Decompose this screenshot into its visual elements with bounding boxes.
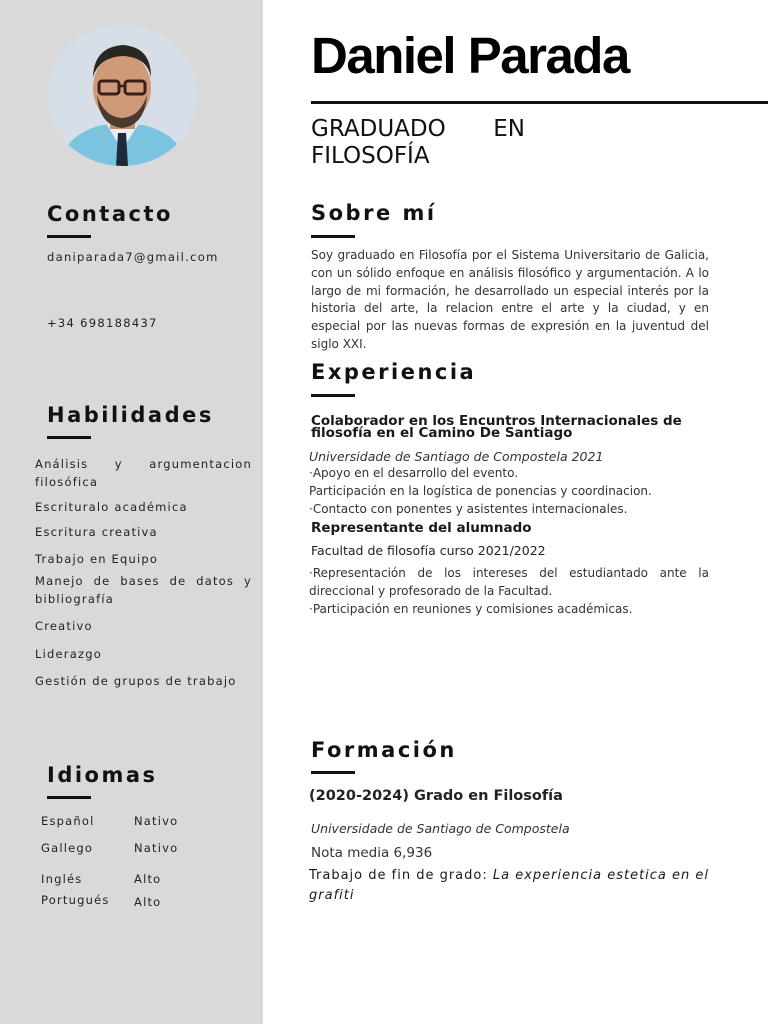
contact-underline: [47, 235, 91, 238]
role-line-2: FILOSOFÍA: [311, 143, 430, 169]
contact-email[interactable]: daniparada7@gmail.com: [47, 250, 219, 264]
header-rule: [311, 101, 768, 104]
languages-heading: Idiomas: [47, 763, 158, 787]
language-level: Alto: [134, 872, 162, 886]
thesis-label: Trabajo de fin de grado:: [309, 868, 493, 883]
language-level: Alto: [134, 895, 162, 909]
skill-item: Creativo: [35, 619, 93, 633]
profile-photo: [47, 25, 198, 166]
job-bullet: ·Apoyo en el desarrollo del evento.: [309, 466, 519, 480]
role-word: GRADUADO: [311, 116, 446, 142]
skill-label: Análisis y argumentacion filosófica: [35, 457, 252, 489]
job-bullet: ·Representación de los intereses del estudiantado ante la direccional y profesorado de la Facultad.: [309, 566, 709, 598]
role-line-1: [311, 116, 525, 142]
job-title: Colaborador en los Encuntros Internacionales de filosofía en el Camino De Santiago: [311, 413, 682, 441]
experience-heading: Experiencia: [311, 360, 477, 384]
education-grade: Nota media 6,936: [311, 845, 433, 861]
language-level: Nativo: [134, 841, 179, 855]
job-bullet: Participación en la logística de ponencias y coordinacion.: [309, 484, 652, 498]
job-organization: Universidade de Santiago de Compostela 2021: [309, 449, 604, 464]
language-name: Portugués: [41, 893, 110, 907]
about-underline: [311, 235, 355, 238]
language-name: Gallego: [41, 841, 94, 855]
languages-underline: [47, 796, 91, 799]
education-university: Universidade de Santiago de Compostela: [311, 821, 570, 836]
education-thesis: [309, 866, 724, 906]
about-heading: Sobre mí: [311, 201, 437, 225]
job-organization: Facultad de filosofía curso 2021/2022: [311, 543, 546, 558]
language-level: Nativo: [134, 814, 179, 828]
skill-label: Manejo de bases de datos y bibliografía: [35, 574, 252, 606]
skill-item: [35, 455, 252, 491]
skill-item: Escritura creativa: [35, 525, 158, 539]
job-bullet: ·Participación en reuniones y comisiones académicas.: [309, 602, 633, 616]
education-degree: (2020-2024) Grado en Filosofía: [309, 788, 563, 804]
skill-item: Gestión de grupos de trabajo: [35, 674, 237, 688]
thesis-title: La experiencia estetica en el grafiti: [309, 868, 710, 903]
skill-item: Liderazgo: [35, 647, 102, 661]
skill-item: Escrituralo académica: [35, 500, 188, 514]
language-name: Español: [41, 814, 95, 828]
language-name: Inglés: [41, 872, 83, 886]
education-underline: [311, 771, 355, 774]
skill-item: Trabajo en Equipo: [35, 552, 159, 566]
skill-item: [35, 572, 252, 608]
contact-heading: Contacto: [47, 202, 173, 226]
person-name: Daniel Parada: [311, 27, 629, 84]
contact-phone[interactable]: +34 698188437: [47, 316, 158, 330]
role-word: EN: [493, 116, 525, 142]
skills-heading: Habilidades: [47, 403, 214, 427]
profile-photo-icon: [47, 25, 198, 166]
job-bullet: ·Contacto con ponentes y asistentes internacionales.: [309, 502, 628, 516]
skills-underline: [47, 436, 91, 439]
education-heading: Formación: [311, 738, 457, 762]
job-title: Representante del alumnado: [311, 520, 532, 536]
about-text: Soy graduado en Filosofía por el Sistema Universitario de Galicia, con un sólido enfoque en análisis filosófico y argumentación. A lo largo de mi formación, he desarrollado un especial interés por la historia del arte, la relacion entre el arte y la ciudad, y en especial por las nuevas formas de expresión en la juventud del siglo XXI.: [311, 248, 709, 351]
experience-underline: [311, 394, 355, 397]
